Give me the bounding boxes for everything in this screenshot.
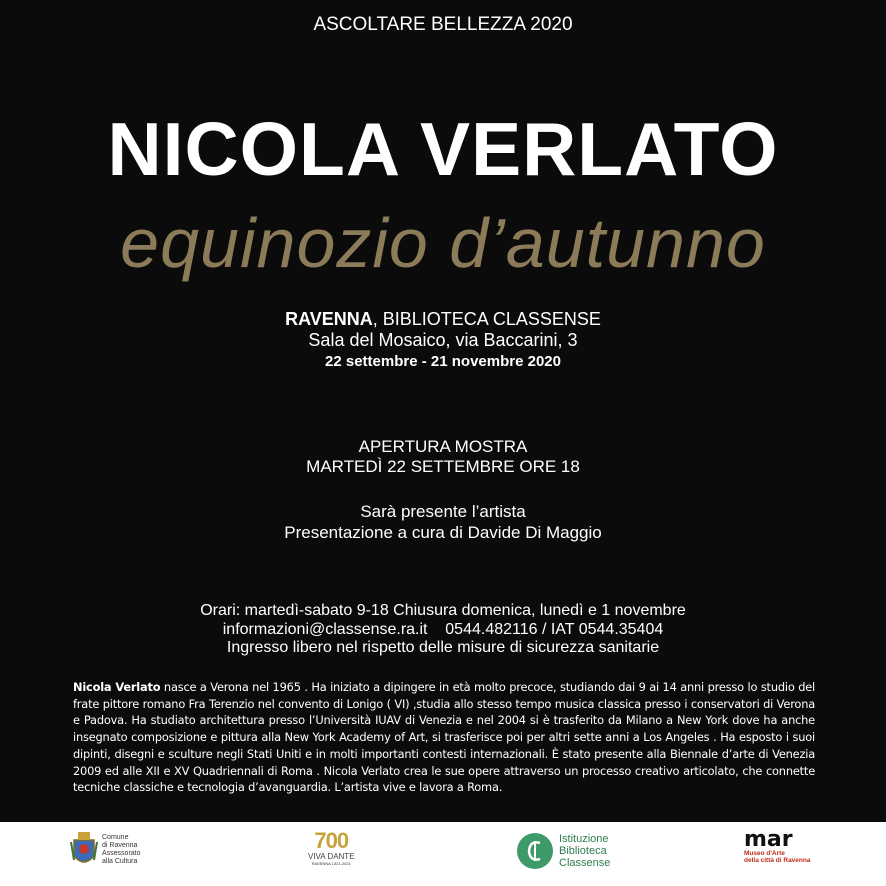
mar-logo xyxy=(744,827,811,864)
bio-text: nasce a Verona nel 1965 . Ha iniziato a dipingere in età molto precoce, studiando dai 9 ai 14 anni presso lo studio del frate pittore romano Fra Terenzio nel convento di Lonigo ( VI) ,studia allo stesso tempo musica classica presso i conservatori di Verona e Padova. Ha studiato architettura presso l’Università IUAV di Venezia e nel 2004 si è trasferito da Milano a New York dove ha anche insegnato composizione e pittura alla New York Academy of Art, si trasferisce poi per altri sette anni a Los Angeles . Ha esposto i suoi dipinti, disegni e sculture negli Stati Uniti e in molti importanti contesti internazionali. È stato presente alla Biennale d’arte di Venezia 2009 ed alle XII e XV Quadriennali di Roma . Nicola Verlato crea le sue opere attraverso un processo creativo articolato, che connette tecniche classiche e tecnologia d’avanguardia. L’artista vive e lavora a Roma. xyxy=(73,680,815,795)
bio-name: Nicola Verlato xyxy=(73,680,161,694)
comune-line1: Comune xyxy=(102,834,129,841)
classense-line2: Biblioteca xyxy=(559,845,607,857)
opening-date: MARTEDÌ 22 SETTEMBRE ORE 18 xyxy=(306,457,580,476)
comune-line4: alla Cultura xyxy=(102,858,138,865)
mar-line2: della città di Ravenna xyxy=(744,857,811,864)
curator-line: Presentazione a cura di Davide Di Maggio xyxy=(284,523,602,542)
opening-hours: Orari: martedì-sabato 9-18 Chiusura domenica, lunedì e 1 novembre xyxy=(200,602,686,619)
entry-note: Ingresso libero nel rispetto delle misure di sicurezza sanitarie xyxy=(226,639,660,656)
classense-logo xyxy=(516,832,610,870)
venue-city: RAVENNA xyxy=(285,309,373,329)
contact-line: informazioni@classense.ra.it 0544.482116 / IAT 0544.35404 xyxy=(222,620,664,638)
sponsor-logos xyxy=(0,822,886,886)
comune-line2: di Ravenna xyxy=(102,842,138,849)
exhibition-title: equinozio d’autunno xyxy=(120,204,766,282)
info-block xyxy=(0,602,886,658)
classense-line3: Classense xyxy=(559,857,611,869)
comune-text xyxy=(102,834,141,866)
coat-of-arms-icon xyxy=(70,830,98,870)
comune-line3: Assessorato xyxy=(102,850,141,857)
classense-emblem-icon xyxy=(516,832,554,870)
mar-word: mar xyxy=(744,827,793,852)
artist-present: Sarà presente l’artista xyxy=(360,502,526,521)
exhibition-dates: 22 settembre - 21 novembre 2020 xyxy=(325,353,561,370)
mar-line1: Museo d'Arte xyxy=(744,850,785,857)
presence-block xyxy=(0,501,886,543)
viva-dante-logo xyxy=(308,830,355,866)
artist-bio xyxy=(73,679,815,796)
venue-block xyxy=(0,309,886,351)
classense-line1: Istituzione xyxy=(559,833,609,845)
opening-block xyxy=(0,437,886,477)
dante-sub: RAVENNA 1321-2021 xyxy=(311,861,351,866)
opening-label: APERTURA MOSTRA xyxy=(358,437,528,456)
artist-name: NICOLA VERLATO xyxy=(107,107,779,191)
dante-number: 700 xyxy=(314,828,349,853)
venue-room: Sala del Mosaico, via Baccarini, 3 xyxy=(308,330,578,350)
venue-place: , BIBLIOTECA CLASSENSE xyxy=(372,309,601,329)
comune-logo xyxy=(70,830,141,870)
classense-text xyxy=(559,833,610,869)
series-title: ASCOLTARE BELLEZZA 2020 xyxy=(313,14,573,35)
dante-label: VIVA DANTE xyxy=(308,852,355,861)
